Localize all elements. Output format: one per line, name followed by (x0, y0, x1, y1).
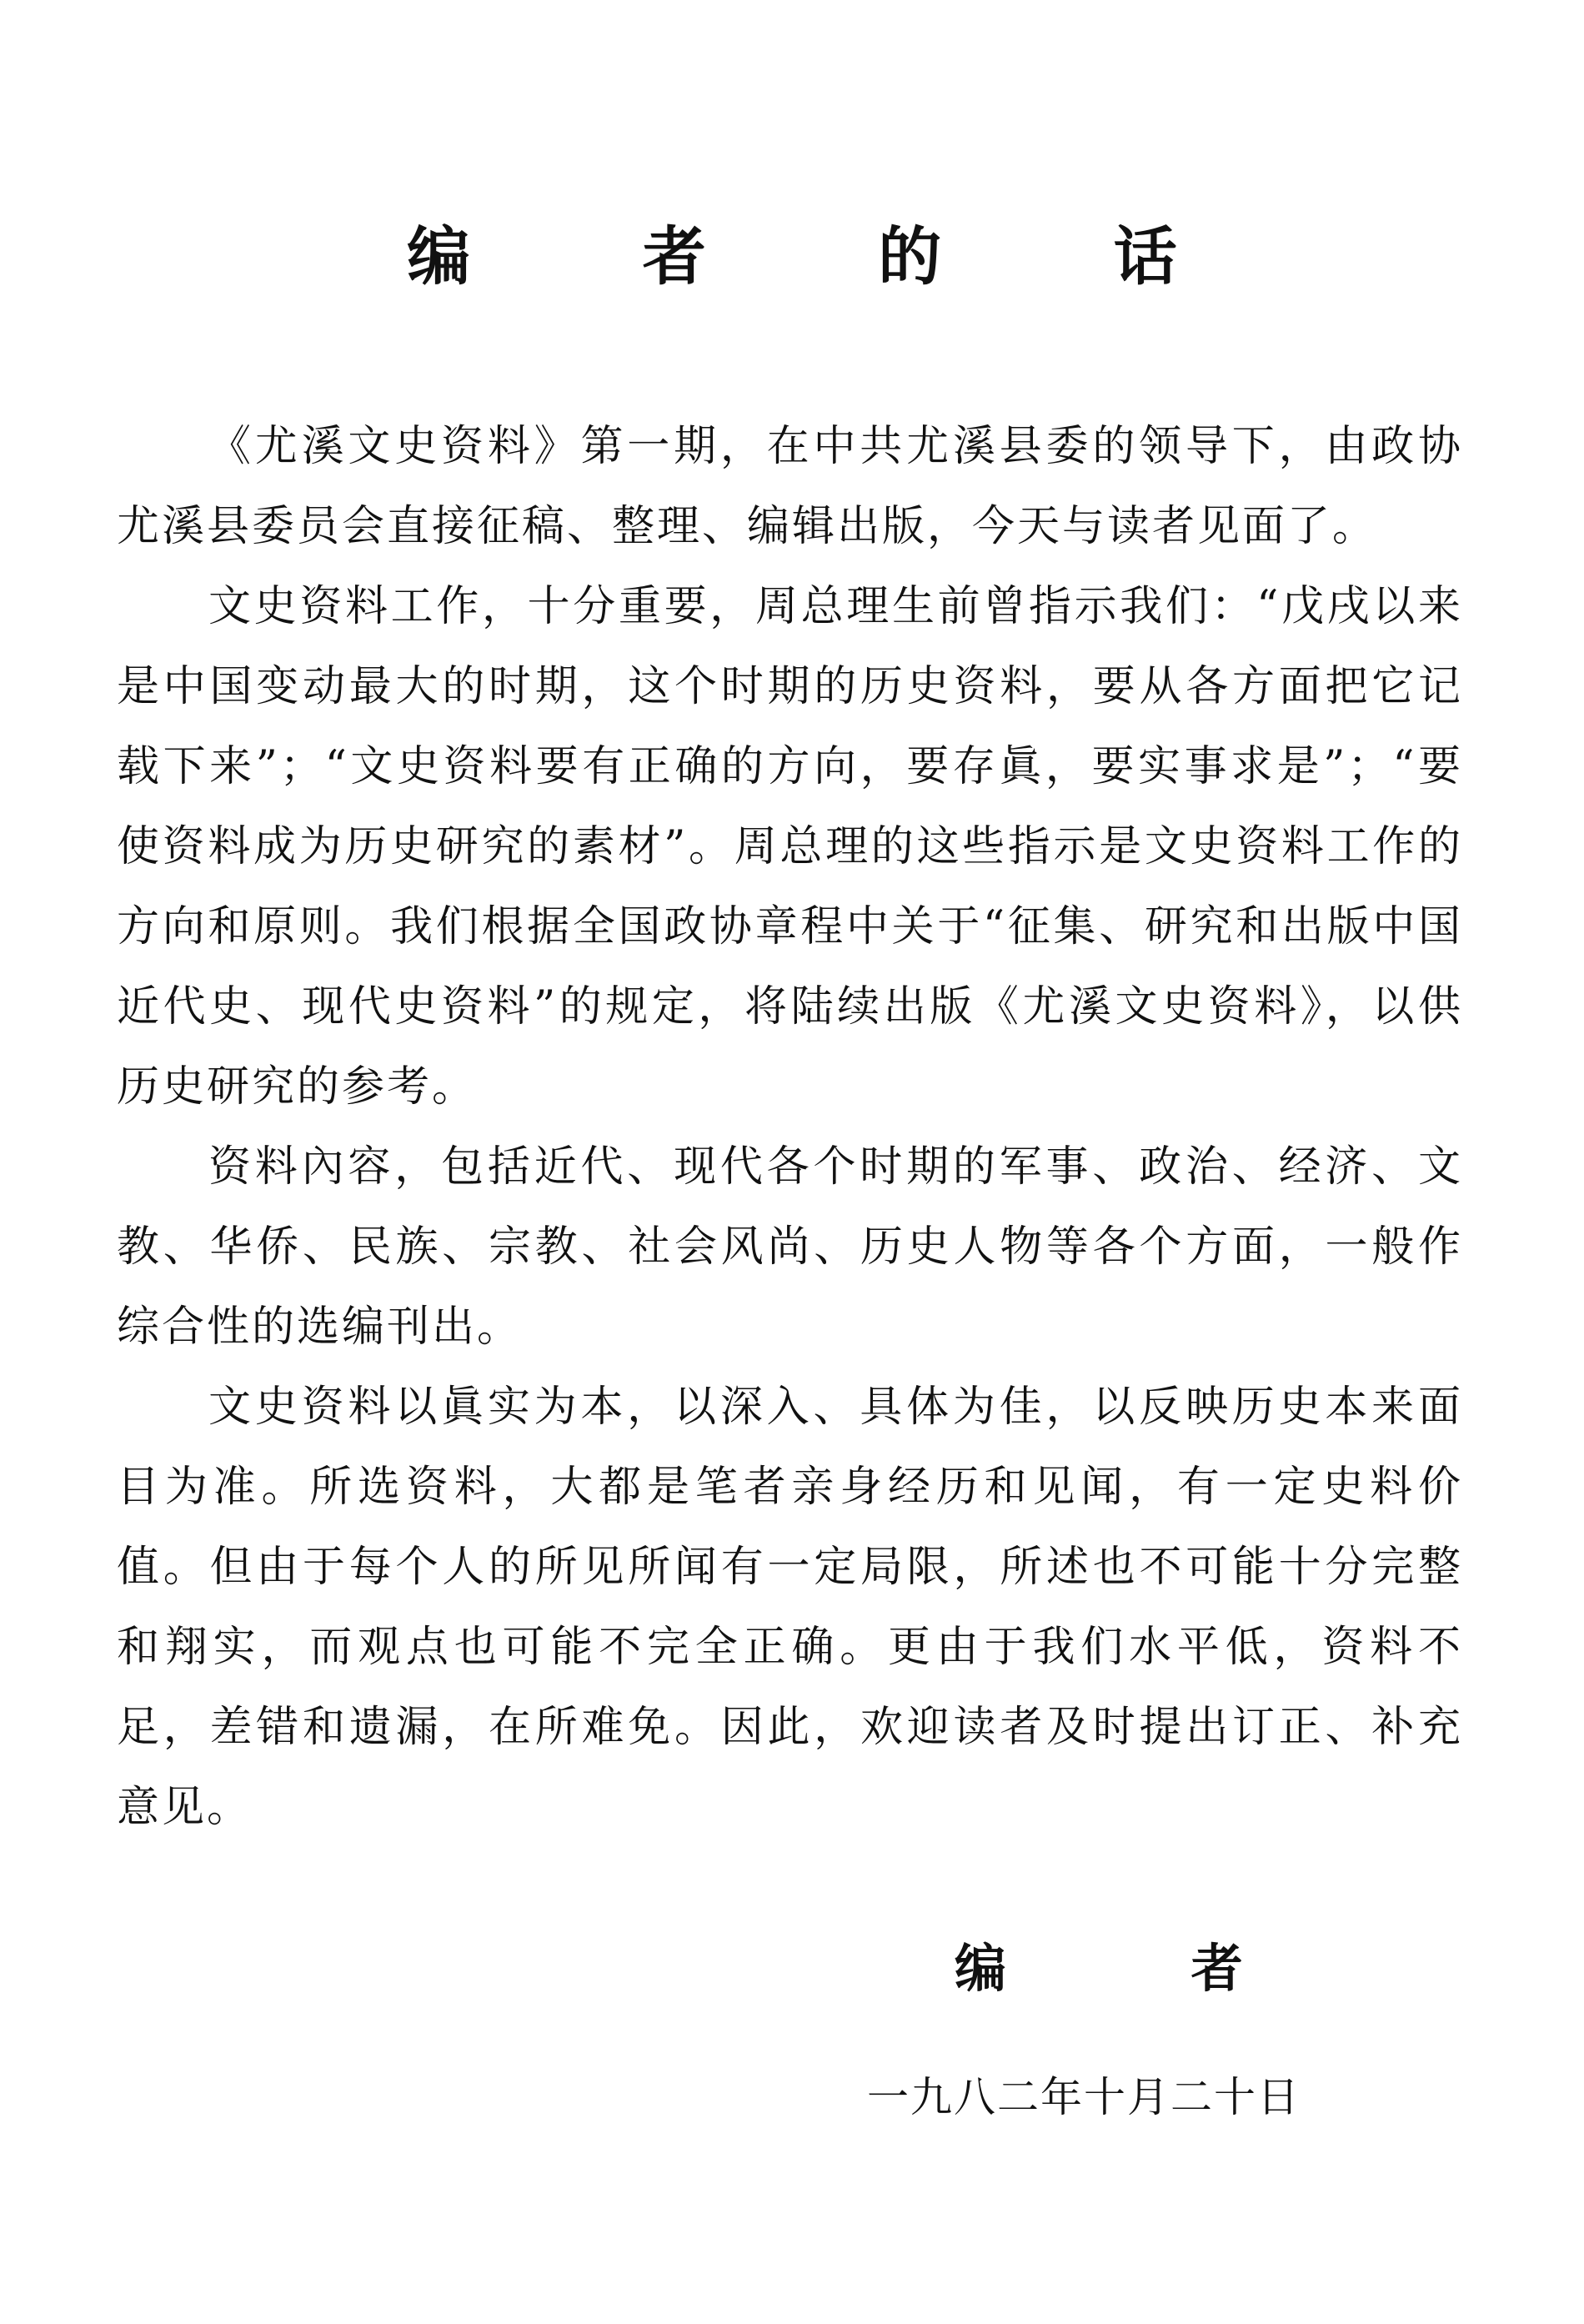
paragraph-4: 文史资料以眞实为本，以深入、具体为佳，以反映历史本来面目为准。所选资料，大都是笔者亲身经历和见闻，有一定史料价值。但由于每个人的所见所闻有一定局限，所述也不可能十分完整和翔实，而观点也可能不完全正确。更由于我们水平低，资料不足，差错和遗漏，在所难免。因此，欢迎读者及时提出订正、补充意见。 (117, 1383, 1463, 1832)
page-title: 编 者 的 话 (407, 219, 1252, 294)
signature: 编 者 (955, 1938, 1326, 1999)
paragraph-2: 文史资料工作，十分重要，周总理生前曾指示我们：“戊戌以来是中国变动最大的时期，这个时期的历史资料，要从各方面把它记载下来”；“文史资料要有正确的方向，要存眞，要实事求是”；“要使资料成为历史研究的素材”。周总理的这些指示是文史资料工作的方向和原则。我们根据全国政协章程中关于“征集、研究和出版中国近代史、现代史资料”的规定，将陆续出版《尤溪文史资料》，以供历史研究的参考。 (117, 582, 1463, 1112)
paragraph-1: 《尤溪文史资料》第一期，在中共尤溪县委的领导下，由政协尤溪县委员会直接征稿、整理、编辑出版，今天与读者见面了。 (117, 422, 1463, 551)
paragraph-3: 资料內容，包括近代、现代各个时期的军事、政治、经济、文教、华侨、民族、宗教、社会风尚、历史人物等各个方面，一般作综合性的选编刊出。 (117, 1142, 1463, 1352)
date: 一九八二年十月二十日 (867, 2073, 1301, 2121)
document-body (117, 407, 1463, 1848)
